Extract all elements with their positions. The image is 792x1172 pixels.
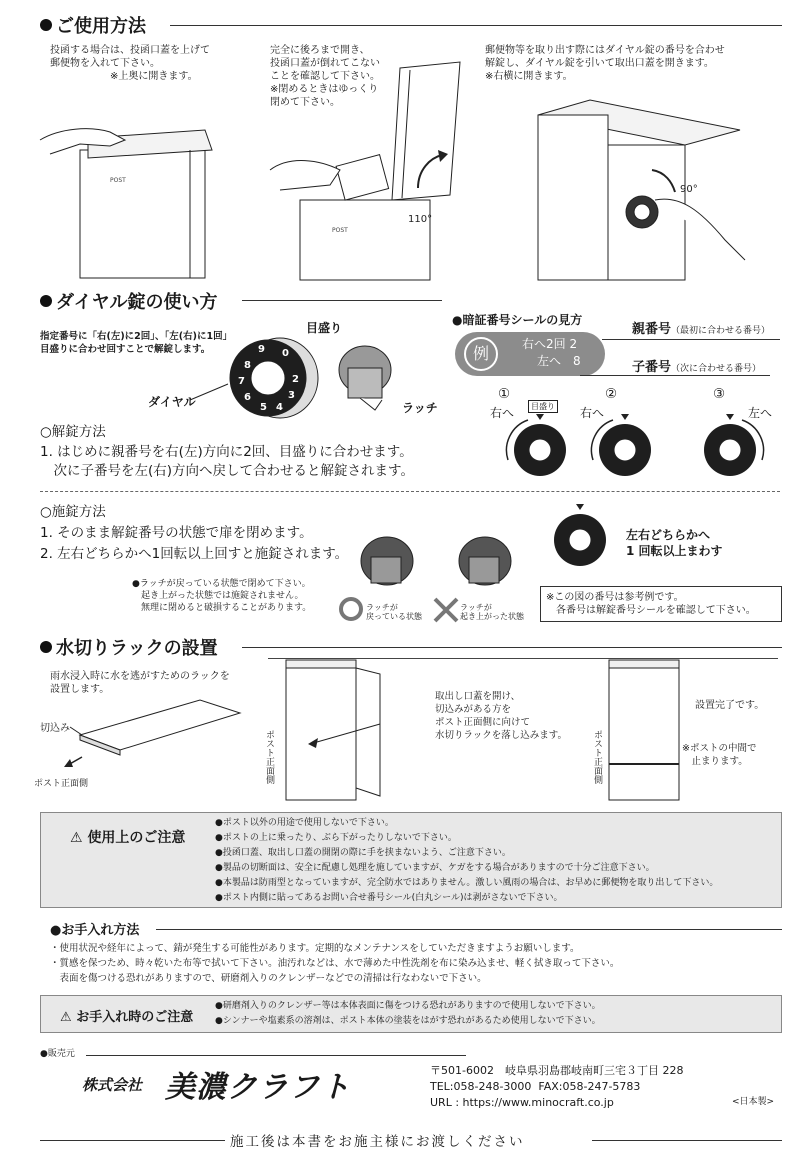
unlock-heading: ○解錠方法 xyxy=(40,424,106,440)
sticker-line2: 左へ 8 xyxy=(537,354,581,368)
usage-step2-text: 完全に後ろまで開き、 投函口蓋が倒れてこない ことを確認して下さい。 ※閉めるときはゆっくり 閉めて下さい。 xyxy=(270,45,380,108)
caution-item: ●本製品は防雨型となっていますが、完全防水ではありません。激しい風雨の場合は、お早めに郵便物を取り出して下さい。 xyxy=(215,878,719,888)
caution-item: ●投函口蓋、取出し口蓋の開閉の際に手を挟まないよう、ご注意下さい。 xyxy=(215,848,511,858)
rack-intro: 雨水浸入時に水を逃がすためのラックを 設置します。 xyxy=(50,671,230,695)
dial-number: 3 xyxy=(288,390,295,401)
angle-90-label: 90° xyxy=(680,184,698,195)
company-url[interactable]: URL : https://www.minocraft.co.jp xyxy=(430,1096,614,1109)
step-num-1: ① xyxy=(498,386,511,402)
dial-label: ダイヤル xyxy=(148,395,196,409)
divider xyxy=(242,647,782,648)
care-text-2: ・質感を保つため、時々乾いた布等で拭いて下さい。油汚れなどは、水で薄めた中性洗剤を布に染み込ませ、軽く拭き取って下さい。 xyxy=(50,958,620,969)
divider xyxy=(170,25,782,26)
rei-icon: 例 xyxy=(464,337,498,371)
latch-illustration xyxy=(330,340,400,410)
care-title: ●お手入れ方法 xyxy=(50,923,140,938)
latch-state-illustrations xyxy=(355,525,535,605)
dial-number: 7 xyxy=(238,376,245,387)
dir-right-1: 右へ xyxy=(490,406,515,420)
warning-icon: ⚠ xyxy=(70,830,83,846)
care-text-1: ・使用状況や経年によって、錆が発生する可能性があります。定期的なメンテナンスをしていただきますようお願いします。 xyxy=(50,943,580,954)
sticker-title: ●暗証番号シールの見方 xyxy=(452,313,583,327)
divider xyxy=(242,300,442,301)
rack-illustration xyxy=(70,695,250,775)
dial-illustration xyxy=(220,330,330,420)
post-fully-open-illustration xyxy=(270,60,470,280)
section-title-rack: 水切りラックの設置 xyxy=(40,634,218,660)
lock-step2: 2. 左右どちらかへ1回転以上回すと施錠されます。 xyxy=(40,546,349,562)
rack-insert-illustration xyxy=(280,656,400,801)
middle-stop-note: ※ポストの中間で 止まります。 xyxy=(682,743,757,767)
oya-label: 親番号（最初に合わせる番号） xyxy=(632,322,771,337)
scale-label: 目盛り xyxy=(306,321,343,335)
caution-item: ●ポスト以外の用途で使用しないで下さい。 xyxy=(215,818,394,828)
made-in-japan: <日本製> xyxy=(732,1097,775,1107)
rack-installed-illustration xyxy=(605,656,685,801)
install-done: 設置完了です。 xyxy=(695,700,765,711)
latch-note: ●ラッチが戻っている状態で閉めて下さい。 起き上がった状態では施錠されません。 無理に閉めると破損することがあります。 xyxy=(132,579,312,613)
usage-step3-text: 郵便物等を取り出す際にはダイヤル錠の番号を合わせ 解錠し、ダイヤル錠を引いて取出口蓋を開きます。 ※右横に開きます。 xyxy=(485,45,725,82)
company-tel-fax: TEL:058-248-3000 FAX:058-247-5783 xyxy=(430,1080,641,1093)
company-prefix: 株式会社 xyxy=(82,1076,143,1094)
divider xyxy=(86,1055,466,1056)
caution-item: ●ポスト内側に貼ってあるお問い合せ番号シール(白丸シール)は剥がさないで下さい。 xyxy=(215,893,563,903)
sticker-line1: 右へ2回 2 xyxy=(522,337,578,351)
ng-latch-label: ラッチが 起き上がった状態 xyxy=(460,603,524,621)
dir-right-2: 右へ xyxy=(580,406,605,420)
post-take-out-illustration xyxy=(530,100,745,280)
divider xyxy=(40,1140,225,1141)
ok-latch-label: ラッチが 戻っている状態 xyxy=(366,603,422,621)
dashed-divider xyxy=(40,491,780,492)
company-address: 〒501-6002 岐阜県羽島郡岐南町三宅３丁目 228 xyxy=(430,1064,684,1077)
oya-underline xyxy=(602,339,780,340)
dial-number: 8 xyxy=(244,360,251,371)
caution-item: ●製品の切断面は、安全に配慮し処理を施していますが、ケガをする場合がありますので十分ご注意下さい。 xyxy=(215,863,655,873)
step-num-2: ② xyxy=(605,386,618,402)
handover-note: 施工後は本書をお施主様にお渡しください xyxy=(230,1134,525,1150)
bullet-icon xyxy=(40,295,52,307)
caution-item: ●ポストの上に乗ったり、ぶら下がったりしないで下さい。 xyxy=(215,833,457,843)
dial-number: 0 xyxy=(282,348,289,359)
ko-underline xyxy=(580,375,770,376)
post-front-vertical-label-2: ポスト正面側 xyxy=(592,730,602,784)
dial-number: 5 xyxy=(260,402,267,413)
dial-intro-text: 指定番号に「右(左)に2回」、「左(右)に1回」 目盛りに合わせ回すことで解錠します。 xyxy=(40,331,233,355)
rotate-dial-illustration xyxy=(545,500,615,575)
dial-number: 2 xyxy=(292,374,299,385)
usage-caution-list xyxy=(215,816,718,906)
usage-caution-title: ⚠ 使用上のご注意 xyxy=(70,830,186,846)
ko-label: 子番号（次に合わせる番号） xyxy=(632,360,762,375)
rack-insert-text: 取出し口蓋を開け、 切込みがある方を ポスト正面側に向けて 水切りラックを落し込みます。 xyxy=(435,691,568,741)
section-title-dial-lock: ダイヤル錠の使い方 xyxy=(40,288,217,314)
divider xyxy=(156,929,782,930)
dial-steps-illustration xyxy=(510,410,780,490)
post-label: POST xyxy=(332,227,348,234)
dir-left: 左へ xyxy=(748,406,773,420)
bullet-icon xyxy=(40,19,52,31)
company-logo: 美濃クラフト xyxy=(165,1070,351,1105)
reference-note: ※この図の番号は参考例です。 各番号は解錠番号シールを確認して下さい。 xyxy=(546,592,756,616)
bullet-icon xyxy=(40,641,52,653)
section-title-usage: ご使用方法 xyxy=(40,12,146,38)
post-front-vertical-label: ポスト正面側 xyxy=(264,730,274,784)
post-open-slot-illustration xyxy=(40,110,220,280)
scale-tag: 目盛り xyxy=(528,400,558,413)
leader-line xyxy=(190,380,230,400)
notch-label: 切込み xyxy=(40,723,70,734)
warning-icon: ⚠ xyxy=(60,1010,72,1025)
latch-label: ラッチ xyxy=(402,401,438,415)
lock-heading: ○施錠方法 xyxy=(40,504,106,520)
divider xyxy=(592,1140,782,1141)
post-front-label: ポスト正面側 xyxy=(34,779,89,789)
care-text-3: 表面を傷つける恐れがありますので、研磨剤入りのクレンザーなどでの清掃は行なわないで下さい。 xyxy=(50,973,487,984)
dial-number: 4 xyxy=(276,402,283,413)
usage-step1-text: 投函する場合は、投函口蓋を上げて 郵便物を入れて下さい。 ※上奥に開きます。 xyxy=(50,45,210,82)
ng-cross-icon xyxy=(432,596,462,626)
unlock-text: 1. はじめに親番号を右(左)方向に2回、目盛りに合わせます。 次に子番号を左(右)方向へ戻して合わせると解錠されます。 xyxy=(40,444,414,479)
care-caution-title: ⚠ お手入れ時のご注意 xyxy=(60,1010,194,1025)
step-num-3: ③ xyxy=(713,386,726,402)
angle-110-label: 110° xyxy=(408,214,433,225)
lock-step1: 1. そのまま解錠番号の状態で扉を閉めます。 xyxy=(40,525,313,541)
dial-number: 9 xyxy=(258,344,265,355)
seller-label: ●販売元 xyxy=(40,1049,75,1059)
dial-number: 6 xyxy=(244,392,251,403)
care-caution-item: ●シンナーや塩素系の溶剤は、ポスト本体の塗装をはがす恐れがあるため使用しないで下さい。 xyxy=(215,1016,601,1026)
care-caution-item: ●研磨剤入りのクレンザー等は本体表面に傷をつける恐れがありますので使用しないで下さい。 xyxy=(215,1001,601,1011)
ok-circle-icon xyxy=(338,596,368,626)
rotate-note: 左右どちらかへ 1 回転以上まわす xyxy=(626,528,723,558)
post-label: POST xyxy=(110,177,126,184)
